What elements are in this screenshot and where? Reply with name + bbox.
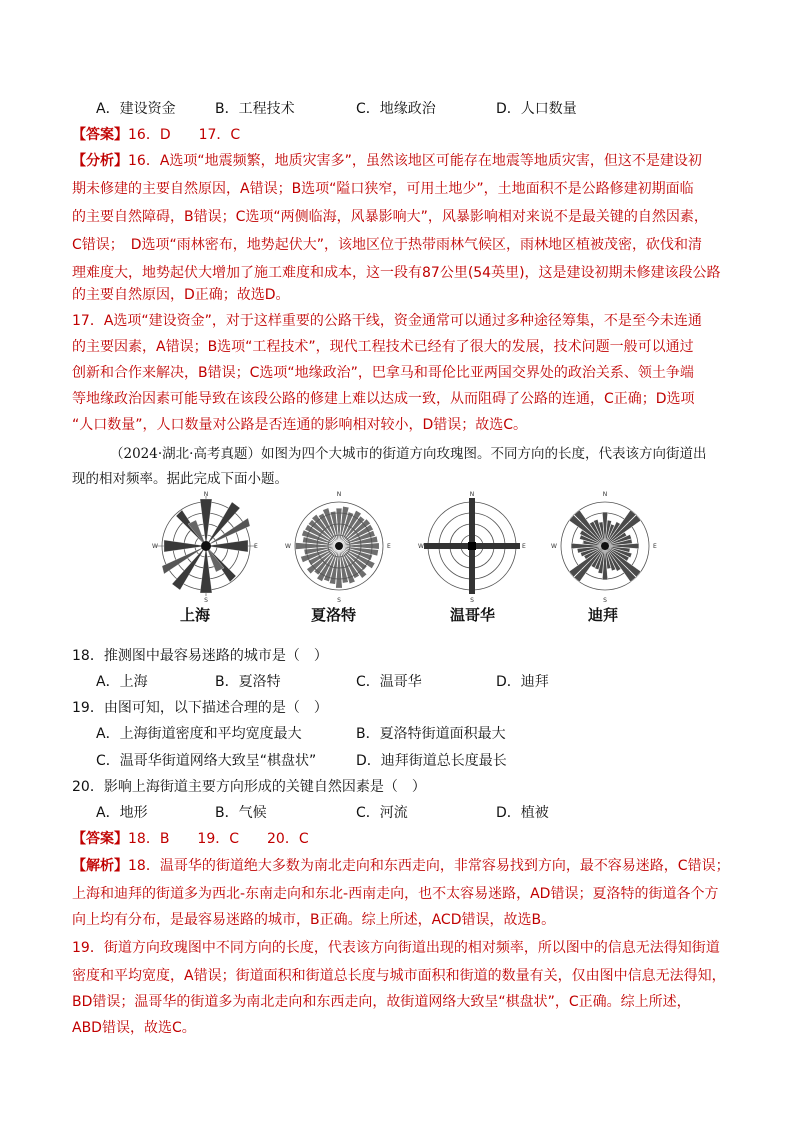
compass-e: E [522, 543, 526, 550]
compass-s: S [470, 597, 474, 602]
compass-n: N [602, 491, 608, 498]
answer-tag: 【答案】 [72, 831, 128, 847]
explanation-line: 19．街道方向玫瑰图中不同方向的长度，代表该方向街道出现的相对频率，所以图中的信息无法得知街道 [72, 940, 720, 956]
compass-n: N [469, 491, 475, 498]
compass-w: W [152, 543, 158, 550]
compass-s: S [337, 597, 341, 602]
option-c: C．温哥华 [356, 674, 422, 690]
option-d: D．迪拜 [496, 674, 549, 690]
analysis-line: “人口数量”，人口数量对公路是否连通的影响相对较小，D错误；故选C。 [72, 417, 528, 433]
option-c: C．温哥华街道网络大致呈“棋盘状” [96, 753, 317, 769]
compass-e: E [653, 543, 657, 550]
option-b: B．夏洛特 [215, 674, 281, 690]
option-d: D．迪拜街道总长度最长 [356, 753, 507, 769]
option-c: C．河流 [356, 805, 408, 821]
compass-n: N [336, 491, 342, 498]
question-19-stem: 19．由图可知，以下描述合理的是（ ） [72, 700, 328, 716]
city-label-charlotte: 夏洛特 [311, 606, 357, 624]
compass-w: W [551, 543, 557, 550]
question-intro: 现的相对频率。据此完成下面小题。 [72, 471, 288, 487]
option-c: C．地缘政治 [356, 101, 436, 117]
compass-w: W [285, 543, 291, 550]
answer-line-1 [72, 124, 240, 144]
compass-w: W [418, 543, 424, 550]
option-a: A．建设资金 [96, 101, 176, 117]
analysis-line: 的主要因素，A错误；B选项“工程技术”，现代工程技术已经有了很大的发展，技术问题一般可以通过 [72, 339, 694, 355]
explanation-line: ABD错误，故选C。 [72, 1020, 196, 1036]
option-a: A．地形 [96, 805, 148, 821]
rose-diagram-charlotte [283, 490, 395, 602]
analysis-line: 的主要自然原因，D正确；故选D。 [72, 287, 290, 303]
question-18-stem: 18．推测图中最容易迷路的城市是（ ） [72, 648, 328, 664]
compass-e: E [387, 543, 391, 550]
explanation-line: 【解析】18．温哥华的街道绝大多数为南北走向和东西走向，非常容易找到方向，最不容易迷路，C错误； [72, 858, 730, 874]
city-label-shanghai: 上海 [180, 606, 211, 624]
rose-diagram-shanghai [150, 490, 262, 602]
answer-text: 18．B 19．C 20．C [128, 831, 309, 847]
explanation-line: 向上均有分布，是最容易迷路的城市，B正确。综上所述，ACD错误，故选B。 [72, 912, 556, 928]
analysis-line: 【分析】16．A选项“地震频繁，地质灾害多”，虽然该地区可能存在地震等地质灾害，但这不是建设初 [72, 153, 702, 169]
analysis-line: 等地缘政治因素可能导致在该段公路的修建上难以达成一致，从而阻碍了公路的连通，C正确；D选项 [72, 391, 695, 407]
explanation-line: BD错误；温哥华的街道多为南北走向和东西走向，故街道网络大致呈“棋盘状”，C正确。综上所述， [72, 994, 691, 1010]
city-label-vancouver: 温哥华 [450, 606, 496, 624]
analysis-tag: 【分析】 [72, 153, 128, 169]
answer-text: 16．D 17．C [128, 127, 241, 143]
answer-tag: 【答案】 [72, 127, 128, 143]
answer-line-2 [72, 828, 309, 848]
explanation-line: 上海和迪拜的街道多为西北-东南走向和东北-西南走向，也不太容易迷路，AD错误；夏洛特的街道各个方 [72, 886, 719, 902]
analysis-line: 17．A选项“建设资金”，对于这样重要的公路干线，资金通常可以通过多种途径筹集，不是至今未连通 [72, 313, 702, 329]
option-a: A．上海街道密度和平均宽度最大 [96, 726, 302, 742]
analysis-line: 创新和合作来解决，B错误；C选项“地缘政治”，巴拿马和哥伦比亚两国交界处的政治关系、领土争端 [72, 365, 694, 381]
compass-e: E [254, 543, 258, 550]
explanation-tag: 【解析】 [72, 858, 128, 874]
rose-diagram-dubai [549, 490, 661, 602]
question-20-stem: 20．影响上海街道主要方向形成的关键自然因素是（ ） [72, 779, 426, 795]
option-b: B．气候 [215, 805, 267, 821]
explanation-line: 密度和平均宽度，A错误；街道面积和街道总长度与城市面积和街道的数量有关，仅由图中信息无法得知， [72, 968, 726, 984]
option-b: B．夏洛特街道面积最大 [356, 726, 506, 742]
analysis-line: 理难度大，地势起伏大增加了施工难度和成本，这一段有87公里(54英里)，这是建设初期未修建该段公路 [72, 265, 721, 281]
compass-n: N [203, 491, 209, 498]
option-d: D．植被 [496, 805, 549, 821]
city-label-dubai: 迪拜 [588, 606, 619, 624]
option-b: B．工程技术 [215, 101, 295, 117]
option-a: A．上海 [96, 674, 148, 690]
compass-s: S [603, 597, 607, 602]
rose-diagram-vancouver [416, 490, 528, 602]
question-intro: （2024·湖北·高考真题）如图为四个大城市的街道方向玫瑰图。不同方向的长度，代表该方向街道出 [110, 446, 707, 462]
option-d: D．人口数量 [496, 101, 577, 117]
analysis-line: 的主要自然障碍，B错误；C选项“两侧临海，风暴影响大”，风暴影响相对来说不是最关键的自然因素， [72, 209, 708, 225]
analysis-line: 期未修建的主要自然原因，A错误；B选项“隘口狭窄，可用土地少”，土地面积不是公路修建初期面临 [72, 181, 694, 197]
compass-s: S [204, 597, 208, 602]
analysis-line: C错误； D选项“雨林密布，地势起伏大”，该地区位于热带雨林气候区，雨林地区植被茂密，砍伐和清 [72, 237, 703, 253]
